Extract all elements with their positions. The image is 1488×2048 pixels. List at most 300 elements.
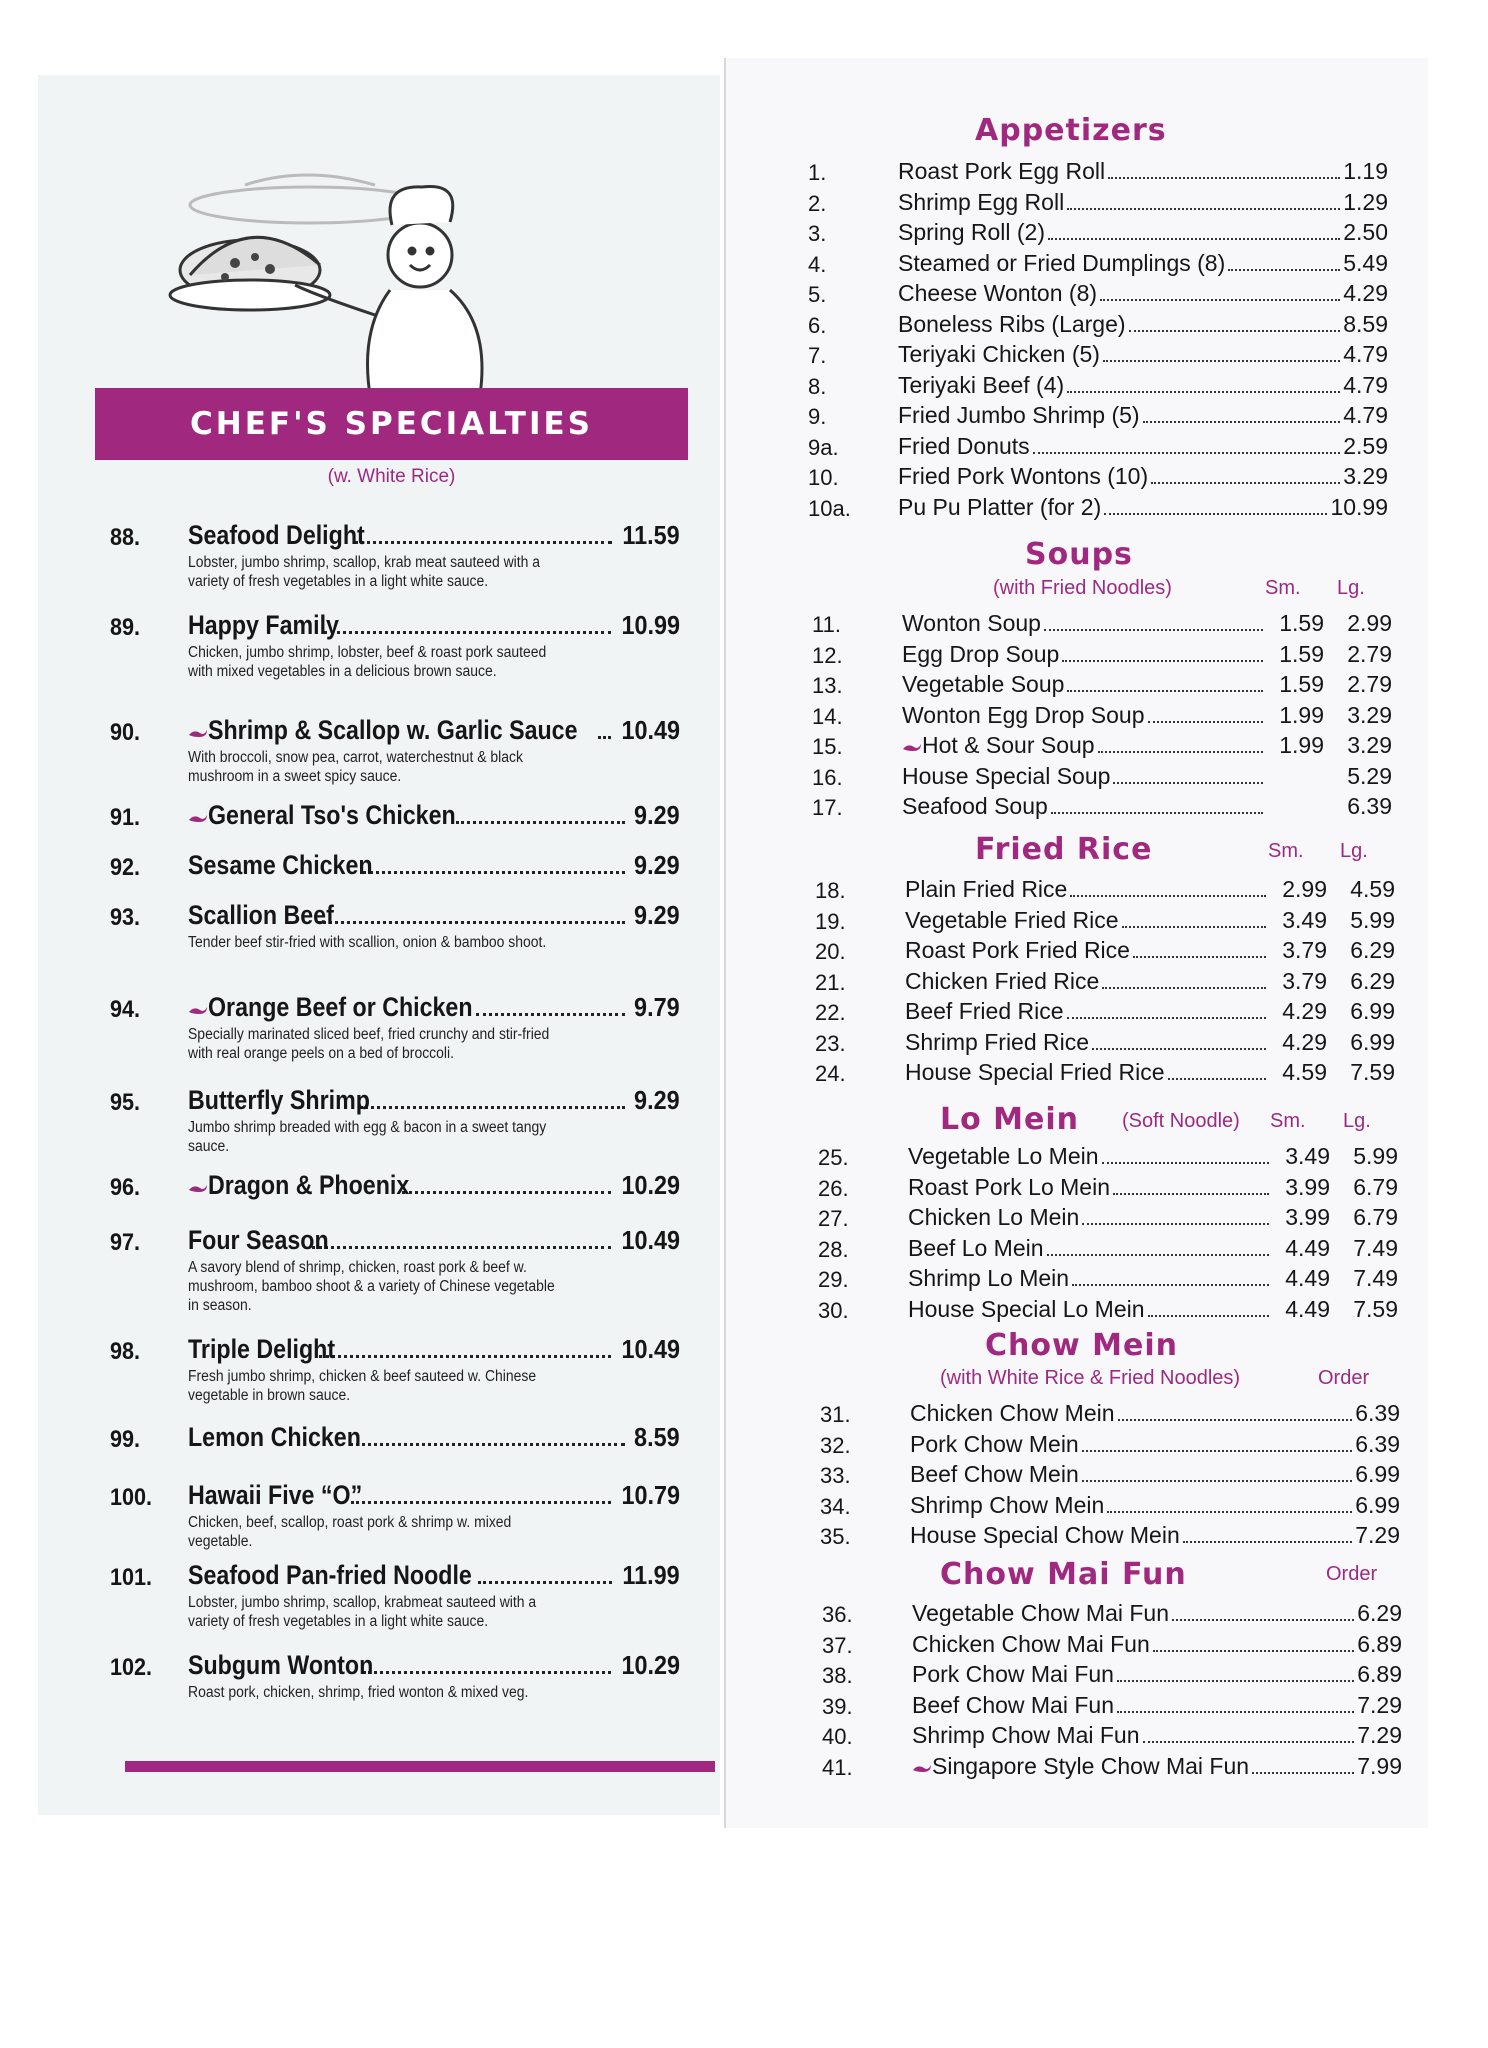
item-number: 38.: [822, 1663, 853, 1688]
item-row: [188, 520, 680, 551]
item-name: Seafood Soup: [902, 793, 1048, 819]
item-name: Roast Pork Egg Roll: [898, 158, 1106, 184]
menu-item: [815, 1029, 1395, 1057]
item-description: Roast pork, chicken, shrimp, fried wonton & mixed veg.: [188, 1684, 529, 1701]
small-price: 3.79: [1282, 937, 1327, 963]
menu-item: [808, 433, 1388, 461]
item-row: [188, 900, 680, 931]
item-price: 11.99: [622, 1560, 680, 1590]
item-price: 7.29: [1357, 1691, 1402, 1718]
item-price: 8.59: [634, 1422, 680, 1452]
item-number: 9.: [808, 404, 827, 429]
item-number: 98.: [110, 1338, 141, 1365]
large-price: 5.29: [1347, 762, 1392, 789]
dot-leader: [1143, 1741, 1355, 1743]
item-number: 97.: [110, 1229, 141, 1256]
dot-leader: [1048, 238, 1340, 240]
menu-item: [808, 494, 1388, 522]
dot-leader: [1082, 1223, 1269, 1225]
item-price: 2.50: [1343, 219, 1388, 245]
item-price: 11.59: [622, 520, 680, 550]
small-price: 4.29: [1282, 1028, 1327, 1055]
large-price: 6.79: [1353, 1204, 1398, 1230]
small-price: 2.99: [1282, 876, 1327, 902]
dot-leader: [1118, 1419, 1353, 1421]
item-number: 30.: [818, 1297, 849, 1323]
item-name: Subgum Wonton: [188, 1650, 374, 1680]
dot-leader: [1067, 1017, 1266, 1019]
item-row: [898, 372, 1388, 399]
large-price: 3.29: [1347, 701, 1392, 728]
item-description: A savory blend of shrimp, chicken, roast pork & beef w. mushroom, bamboo shoot & a variety of Chinese vegetable in season.: [188, 1259, 555, 1314]
small-price: 3.99: [1285, 1204, 1330, 1230]
dot-leader: [1072, 1284, 1269, 1286]
item-number: 15.: [812, 734, 843, 759]
item-name: Teriyaki Beef (4): [898, 371, 1065, 398]
dot-leader: [1098, 751, 1263, 753]
dot-leader: [319, 1355, 611, 1358]
item-row: [908, 1265, 1398, 1292]
item-row: [898, 311, 1388, 338]
menu-item: [812, 702, 1392, 730]
dot-leader: [1062, 660, 1263, 662]
item-number: 26.: [818, 1175, 849, 1201]
item-price: 6.39: [1355, 1430, 1400, 1457]
item-number: 3.: [808, 221, 827, 246]
large-price: 4.59: [1350, 876, 1395, 902]
item-number: 17.: [812, 795, 843, 820]
item-price: 6.89: [1357, 1661, 1402, 1687]
dot-leader: [1183, 1541, 1352, 1543]
chow-mein-title: Chow Mein: [985, 1328, 1178, 1363]
large-col-head: Lg.: [1343, 1110, 1371, 1132]
menu-item: [808, 219, 1388, 247]
item-number: 88.: [110, 524, 141, 551]
small-price: 3.49: [1282, 906, 1327, 933]
lo-mein-note: (Soft Noodle): [1122, 1110, 1240, 1132]
dot-leader: [1252, 1772, 1354, 1774]
lo-mein-title: Lo Mein: [940, 1102, 1080, 1137]
small-price: 3.99: [1285, 1173, 1330, 1200]
dot-leader: [1151, 482, 1340, 484]
item-name: House Special Chow Mein: [910, 1522, 1180, 1548]
item-description: Fresh jumbo shrimp, chicken & beef sauteed w. Chinese vegetable in brown sauce.: [188, 1368, 537, 1404]
item-number: 102.: [110, 1654, 153, 1681]
item-row: [905, 1059, 1395, 1086]
item-row: [902, 702, 1392, 729]
item-name: Seafood Pan-fried Noodle: [188, 1560, 472, 1590]
item-row: [902, 610, 1392, 637]
item-name: House Special Soup: [902, 762, 1111, 789]
menu-item: [815, 998, 1395, 1026]
item-price: 10.49: [621, 1334, 680, 1364]
menu-item: [808, 341, 1388, 369]
spicy-pepper-icon: [902, 743, 922, 753]
item-row: [898, 280, 1388, 307]
spicy-pepper-icon: [912, 1764, 932, 1774]
dot-leader: [1113, 1193, 1269, 1195]
item-row: [905, 1029, 1395, 1056]
item-name: Shrimp Chow Mai Fun: [912, 1722, 1140, 1748]
item-price: 10.99: [621, 610, 680, 640]
menu-item: [820, 1522, 1400, 1550]
item-name: Vegetable Lo Mein: [908, 1143, 1099, 1169]
item-price: 8.59: [1343, 310, 1388, 337]
large-col-head: Lg.: [1340, 840, 1368, 862]
dot-leader: [1148, 721, 1263, 723]
item-number: 93.: [110, 904, 141, 931]
item-description: Lobster, jumbo shrimp, scallop, krabmeat sauteed with a variety of fresh vegetables in a light white sauce.: [188, 1594, 537, 1630]
dot-leader: [1108, 177, 1340, 179]
large-price: 2.79: [1347, 640, 1392, 667]
item-name: Cheese Wonton (8): [898, 280, 1098, 306]
item-row: [910, 1431, 1400, 1458]
item-price: 6.99: [1355, 1491, 1400, 1518]
dot-leader: [1051, 812, 1263, 814]
item-description: With broccoli, snow pea, carrot, waterchestnut & black mushroom in a sweet spicy sauce.: [188, 749, 523, 785]
item-name: Beef Chow Mai Fun: [912, 1691, 1114, 1718]
dot-leader: [360, 1106, 626, 1109]
item-number: 12.: [812, 642, 843, 668]
dot-leader: [1102, 1162, 1269, 1164]
chefs-specialties-banner: CHEF'S SPECIALTIES: [95, 388, 688, 460]
item-row: [898, 494, 1388, 521]
menu-item: [808, 372, 1388, 400]
menu-item: [812, 610, 1392, 638]
item-row: [910, 1461, 1400, 1488]
item-row: [898, 219, 1388, 246]
item-name: Egg Drop Soup: [902, 640, 1060, 667]
order-col-head: Order: [1326, 1563, 1378, 1585]
item-row: [912, 1631, 1402, 1658]
item-name: House Special Lo Mein: [908, 1295, 1145, 1322]
item-price: 10.49: [621, 715, 680, 745]
dot-leader: [1082, 1480, 1352, 1482]
small-price: 4.49: [1285, 1234, 1330, 1261]
dot-leader: [312, 1246, 611, 1249]
item-number: 33.: [820, 1463, 851, 1488]
item-price: 4.79: [1343, 402, 1388, 428]
item-price: 6.29: [1357, 1600, 1402, 1626]
large-price: 6.29: [1350, 967, 1395, 994]
menu-item: [812, 793, 1392, 821]
item-description: Jumbo shrimp breaded with egg & bacon in a sweet tangy sauce.: [188, 1119, 547, 1155]
item-name: Shrimp Lo Mein: [908, 1265, 1070, 1291]
item-number: 6.: [808, 312, 827, 338]
item-name: Four Season: [188, 1225, 329, 1255]
item-description: Chicken, beef, scallop, roast pork & shrimp w. mixed vegetable.: [188, 1514, 512, 1550]
item-number: 18.: [815, 878, 846, 903]
dot-leader: [1117, 1711, 1354, 1713]
menu-item: [808, 280, 1388, 308]
menu-item: [808, 311, 1388, 339]
item-row: [910, 1522, 1400, 1549]
menu-item: [820, 1492, 1400, 1520]
large-price: 6.99: [1350, 998, 1395, 1024]
item-row: [902, 732, 1392, 759]
item-number: 1.: [808, 160, 827, 185]
dot-leader: [1117, 1680, 1354, 1682]
menu-item: [820, 1400, 1400, 1428]
item-number: 14.: [812, 703, 843, 729]
menu-item: [818, 1296, 1398, 1324]
item-name: Chicken Lo Mein: [908, 1204, 1080, 1230]
item-number: 31.: [820, 1402, 851, 1427]
item-number: 41.: [822, 1754, 853, 1780]
large-price: 7.59: [1350, 1059, 1395, 1085]
item-number: 16.: [812, 764, 843, 790]
item-number: 34.: [820, 1493, 851, 1519]
item-number: 11.: [812, 612, 841, 637]
item-number: 28.: [818, 1236, 849, 1262]
menu-item: [818, 1235, 1398, 1263]
item-name: Roast Pork Lo Mein: [908, 1173, 1110, 1200]
dot-leader: [1122, 926, 1266, 928]
item-row: [898, 433, 1388, 460]
item-row: [902, 641, 1392, 668]
item-description: Chicken, jumbo shrimp, lobster, beef & roast pork sauteed with mixed vegetables in a delicious brown sauce.: [188, 644, 547, 680]
dot-leader: [1067, 391, 1340, 393]
small-price: 1.99: [1279, 732, 1324, 758]
item-name: Shrimp Chow Mein: [910, 1491, 1105, 1518]
dot-leader: [1107, 1511, 1352, 1513]
dot-leader: [402, 1191, 611, 1194]
item-name: Vegetable Chow Mai Fun: [912, 1600, 1169, 1626]
dot-leader: [1153, 1650, 1354, 1652]
menu-item: [815, 937, 1395, 965]
small-price: 4.49: [1285, 1265, 1330, 1291]
item-row: [188, 1480, 680, 1511]
item-name: Scallion Beef: [188, 900, 334, 930]
item-row: [910, 1492, 1400, 1519]
menu-item: [808, 402, 1388, 430]
item-price: 9.29: [634, 900, 680, 930]
item-name: Fried Donuts: [898, 432, 1030, 459]
menu-item: [820, 1461, 1400, 1489]
item-number: 94.: [110, 996, 141, 1023]
item-number: 10a.: [808, 495, 851, 521]
menu-item: [812, 671, 1392, 699]
item-name: Shrimp Fried Rice: [905, 1028, 1090, 1055]
dot-leader: [1113, 782, 1263, 784]
item-price: 9.29: [634, 800, 680, 830]
small-price: 1.59: [1279, 610, 1324, 636]
order-col-head: Order: [1318, 1367, 1370, 1389]
item-name: Fried Pork Wontons (10): [898, 463, 1149, 489]
dot-leader: [1102, 987, 1266, 989]
item-name: Chicken Chow Mein: [910, 1400, 1115, 1426]
small-col-head: Sm.: [1270, 1110, 1306, 1132]
item-number: 99.: [110, 1426, 141, 1453]
item-name: Shrimp Egg Roll: [898, 188, 1065, 215]
item-price: 5.49: [1343, 249, 1388, 276]
dot-leader: [1100, 299, 1340, 301]
item-row: [898, 341, 1388, 368]
item-row: [912, 1661, 1402, 1688]
item-name: Shrimp & Scallop w. Garlic Sauce: [208, 715, 578, 745]
dot-leader: [1104, 513, 1327, 515]
item-row: [912, 1600, 1402, 1627]
item-row: [188, 1650, 680, 1681]
soups-note: (with Fried Noodles): [993, 577, 1172, 599]
item-number: 91.: [110, 804, 141, 831]
item-number: 19.: [815, 908, 846, 934]
item-price: 10.79: [621, 1480, 680, 1510]
dot-leader: [1103, 360, 1340, 362]
item-row: [188, 610, 680, 641]
item-price: 7.99: [1357, 1752, 1402, 1779]
item-name: Vegetable Fried Rice: [905, 906, 1119, 933]
item-number: 13.: [812, 673, 843, 698]
item-row: [188, 850, 680, 881]
item-number: 9a.: [808, 434, 839, 460]
dot-leader: [1133, 956, 1266, 958]
item-name: Pork Chow Mein: [910, 1430, 1079, 1457]
item-row: [188, 1225, 680, 1256]
item-number: 95.: [110, 1089, 141, 1116]
item-price: 6.89: [1357, 1630, 1402, 1657]
item-name: Dragon & Phoenix: [208, 1170, 410, 1200]
dot-leader: [1143, 421, 1341, 423]
item-number: 27.: [818, 1206, 849, 1231]
item-row: [898, 189, 1388, 216]
dot-leader: [1067, 208, 1340, 210]
item-name: Orange Beef or Chicken: [208, 992, 473, 1022]
dot-leader: [349, 1443, 625, 1446]
small-price: 4.59: [1282, 1059, 1327, 1085]
item-row: [898, 250, 1388, 277]
large-price: 3.29: [1347, 732, 1392, 758]
item-name: Chicken Chow Mai Fun: [912, 1630, 1150, 1657]
spicy-pepper-icon: [188, 814, 208, 824]
menu-item: [815, 968, 1395, 996]
menu-item: [815, 876, 1395, 904]
large-price: 6.79: [1353, 1173, 1398, 1200]
item-description: Specially marinated sliced beef, fried crunchy and stir-fried with real orange peels on a bed of broccoli.: [188, 1026, 550, 1062]
item-number: 96.: [110, 1174, 141, 1201]
fried-rice-title: Fried Rice: [975, 832, 1153, 867]
item-row: [912, 1692, 1402, 1719]
dot-leader: [1129, 330, 1341, 332]
dot-leader: [1172, 1619, 1354, 1621]
small-price: 1.59: [1279, 640, 1324, 667]
menu-item: [808, 189, 1388, 217]
item-row: [188, 715, 680, 746]
item-name: Hot & Sour Soup: [922, 732, 1095, 758]
item-number: 22.: [815, 1000, 846, 1025]
appetizers-title: Appetizers: [975, 113, 1167, 148]
item-row: [188, 1560, 680, 1591]
small-price: 4.29: [1282, 998, 1327, 1024]
dot-leader: [363, 871, 626, 874]
item-row: [188, 1334, 680, 1365]
dot-leader: [1082, 1450, 1353, 1452]
large-price: 5.99: [1353, 1143, 1398, 1169]
dot-leader: [476, 1013, 626, 1016]
menu-item: [808, 250, 1388, 278]
item-price: 10.49: [621, 1225, 680, 1255]
item-name: Teriyaki Chicken (5): [898, 341, 1100, 367]
large-price: 6.39: [1347, 793, 1392, 819]
dot-leader: [1033, 452, 1341, 454]
large-price: 5.99: [1350, 906, 1395, 933]
dot-leader: [354, 541, 613, 544]
small-price: 3.79: [1282, 967, 1327, 994]
item-name: General Tso's Chicken: [208, 800, 456, 830]
item-row: [902, 793, 1392, 820]
item-price: 4.29: [1343, 280, 1388, 306]
item-name: House Special Fried Rice: [905, 1059, 1165, 1085]
menu-item: [822, 1692, 1402, 1720]
large-price: 2.79: [1347, 671, 1392, 697]
item-price: 4.79: [1343, 341, 1388, 367]
item-name: Beef Chow Mein: [910, 1461, 1079, 1487]
item-name: Beef Fried Rice: [905, 998, 1064, 1024]
item-price: 7.29: [1357, 1722, 1402, 1748]
item-number: 32.: [820, 1432, 851, 1458]
item-row: [908, 1235, 1398, 1262]
item-row: [188, 1422, 680, 1453]
dot-leader: [318, 921, 626, 924]
dot-leader: [456, 821, 625, 824]
item-name: Boneless Ribs (Large): [898, 310, 1126, 337]
item-number: 89.: [110, 614, 141, 641]
item-price: 9.79: [634, 992, 680, 1022]
item-name: Lemon Chicken: [188, 1422, 361, 1452]
item-price: 9.29: [634, 850, 680, 880]
menu-item: [822, 1753, 1402, 1781]
item-row: [898, 463, 1388, 490]
dot-leader: [1148, 1315, 1269, 1317]
menu-item: [822, 1722, 1402, 1750]
large-price: 6.29: [1350, 937, 1395, 963]
dot-leader: [1047, 1254, 1269, 1256]
item-row: [898, 402, 1388, 429]
item-row: [905, 998, 1395, 1025]
item-name: Sesame Chicken: [188, 850, 373, 880]
item-number: 10.: [808, 465, 839, 490]
item-number: 39.: [822, 1693, 853, 1719]
item-number: 20.: [815, 939, 846, 964]
item-number: 40.: [822, 1724, 853, 1749]
item-number: 92.: [110, 854, 141, 881]
item-number: 2.: [808, 190, 827, 216]
dot-leader: [363, 1671, 610, 1674]
menu-item: [815, 1059, 1395, 1087]
dot-leader: [324, 631, 611, 634]
item-name: Hawaii Five “O”: [188, 1480, 363, 1510]
item-name: Pu Pu Platter (for 2): [898, 493, 1102, 520]
item-number: 23.: [815, 1030, 846, 1056]
item-price: 1.19: [1343, 158, 1388, 184]
dot-leader: [1168, 1078, 1266, 1080]
large-price: 7.49: [1353, 1265, 1398, 1291]
dot-leader: [1044, 629, 1263, 631]
item-number: 37.: [822, 1632, 853, 1658]
small-col-head: Sm.: [1268, 840, 1304, 862]
item-row: [910, 1400, 1400, 1427]
small-col-head: Sm.: [1265, 577, 1301, 599]
item-row: [188, 992, 680, 1023]
spicy-pepper-icon: [188, 1184, 208, 1194]
small-price: 4.49: [1285, 1295, 1330, 1322]
item-row: [905, 968, 1395, 995]
small-price: 1.59: [1279, 671, 1324, 697]
large-price: 6.99: [1350, 1028, 1395, 1055]
item-price: 7.29: [1355, 1522, 1400, 1548]
item-row: [902, 763, 1392, 790]
item-description: Tender beef stir-fried with scallion, onion & bamboo shoot.: [188, 934, 547, 951]
